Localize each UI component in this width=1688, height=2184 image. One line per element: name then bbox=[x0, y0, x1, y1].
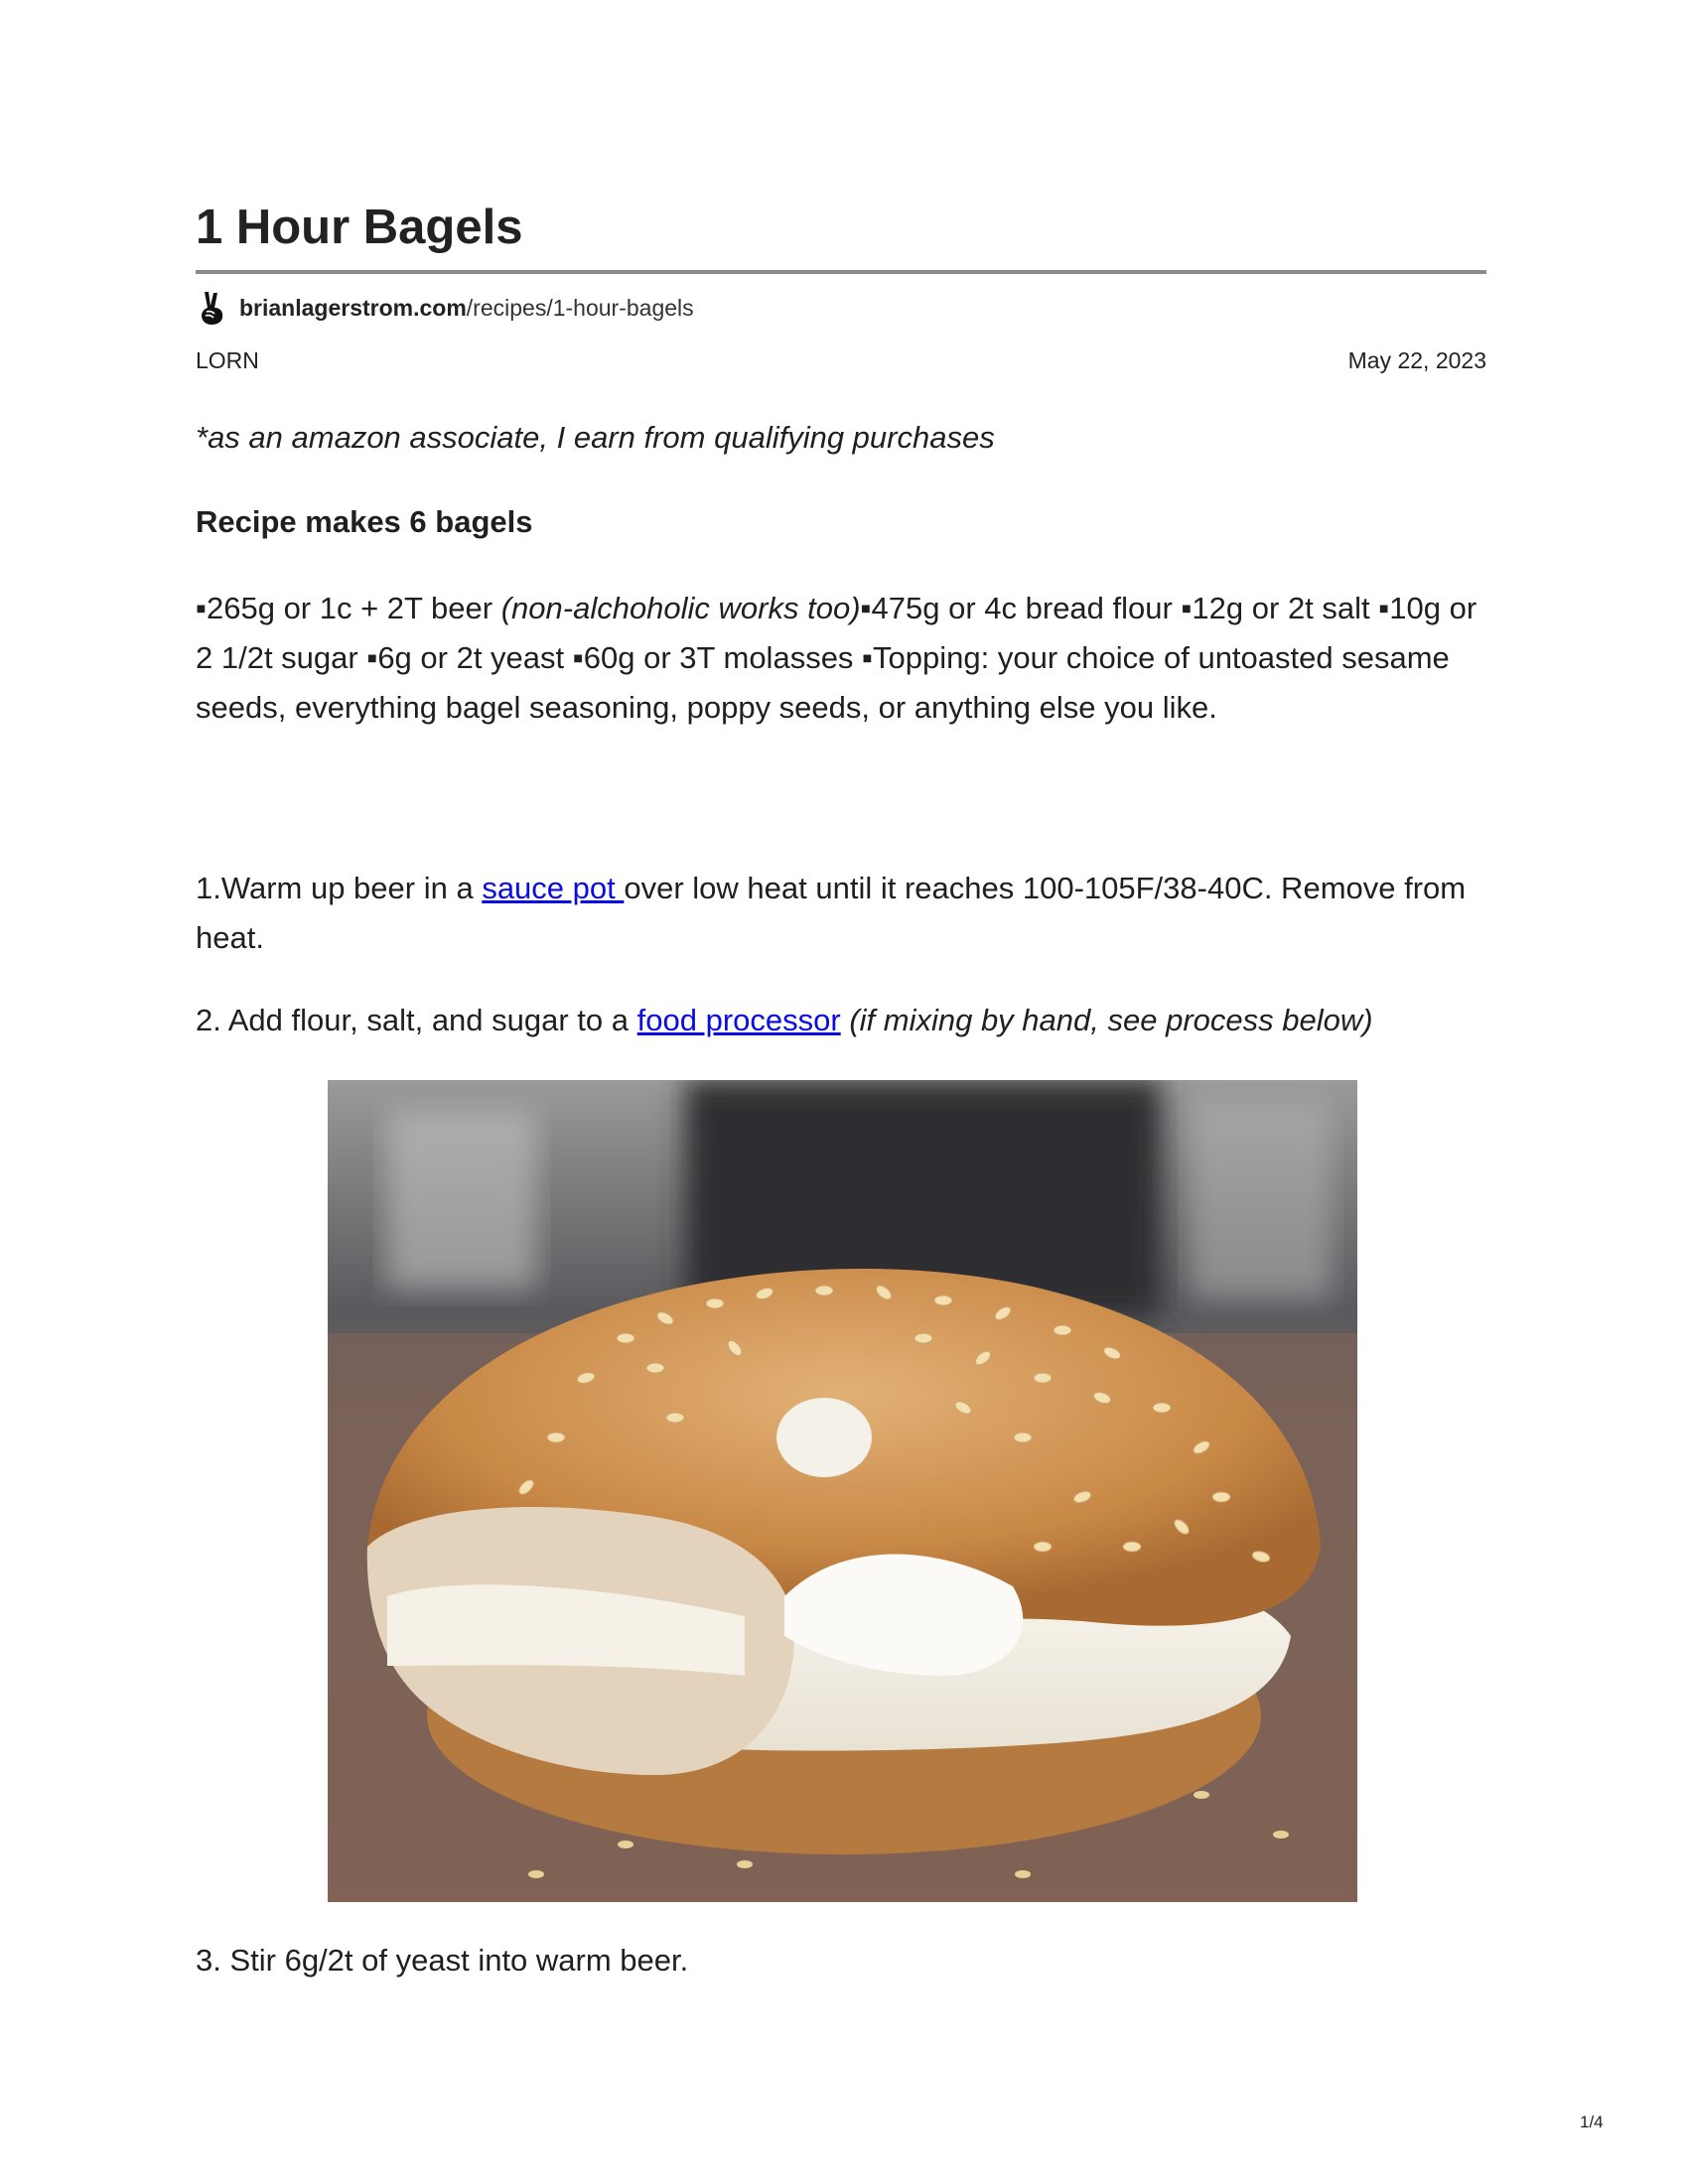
ingredients-note: (non-alchoholic works too) bbox=[500, 591, 861, 625]
page-title: 1 Hour Bagels bbox=[196, 201, 523, 254]
ingredients-text-1: ▪265g or 1c + 2T beer bbox=[196, 591, 501, 625]
title-divider bbox=[196, 270, 1486, 274]
peace-hand-icon bbox=[196, 290, 229, 326]
sauce-pot-link[interactable]: sauce pot bbox=[482, 871, 625, 905]
publish-date: May 22, 2023 bbox=[1347, 347, 1486, 373]
source-url[interactable] bbox=[196, 290, 694, 326]
source-path: /recipes/1-hour-bagels bbox=[466, 294, 694, 321]
bagel-photo bbox=[328, 1080, 1357, 1902]
step-2-note: (if mixing by hand, see process below) bbox=[840, 1003, 1373, 1037]
step-1 bbox=[196, 864, 1486, 963]
step-2 bbox=[196, 996, 1486, 1045]
source-domain: brianlagerstrom.com bbox=[239, 294, 467, 321]
step-2-text: 2. Add flour, salt, and sugar to a bbox=[196, 1003, 637, 1037]
step-3: 3. Stir 6g/2t of yeast into warm beer. bbox=[196, 1943, 689, 1978]
author: LORN bbox=[196, 347, 259, 373]
food-processor-link[interactable]: food processor bbox=[636, 1003, 841, 1037]
page-number: 1/4 bbox=[1580, 2113, 1604, 2131]
bagel-image bbox=[328, 1080, 1357, 1902]
step-1-text-end: over low heat until it reaches 100-105F/38-40C. Remove from heat. bbox=[196, 871, 1467, 955]
ingredients-paragraph bbox=[196, 584, 1486, 733]
step-1-text: 1.Warm up beer in a bbox=[196, 871, 483, 905]
recipe-yield-heading: Recipe makes 6 bagels bbox=[196, 504, 533, 539]
affiliate-disclaimer: *as an amazon associate, I earn from qualifying purchases bbox=[196, 420, 995, 455]
ingredients-text-2: ▪475g or 4c bread flour ▪12g or 2t salt ▪10g or 2 1/2t sugar ▪6g or 2t yeast ▪60g or 3T molasses ▪Topping: your choice of untoasted sesame seeds, everything bagel seasoning, poppy seeds, or anything else you like. bbox=[196, 591, 1477, 725]
